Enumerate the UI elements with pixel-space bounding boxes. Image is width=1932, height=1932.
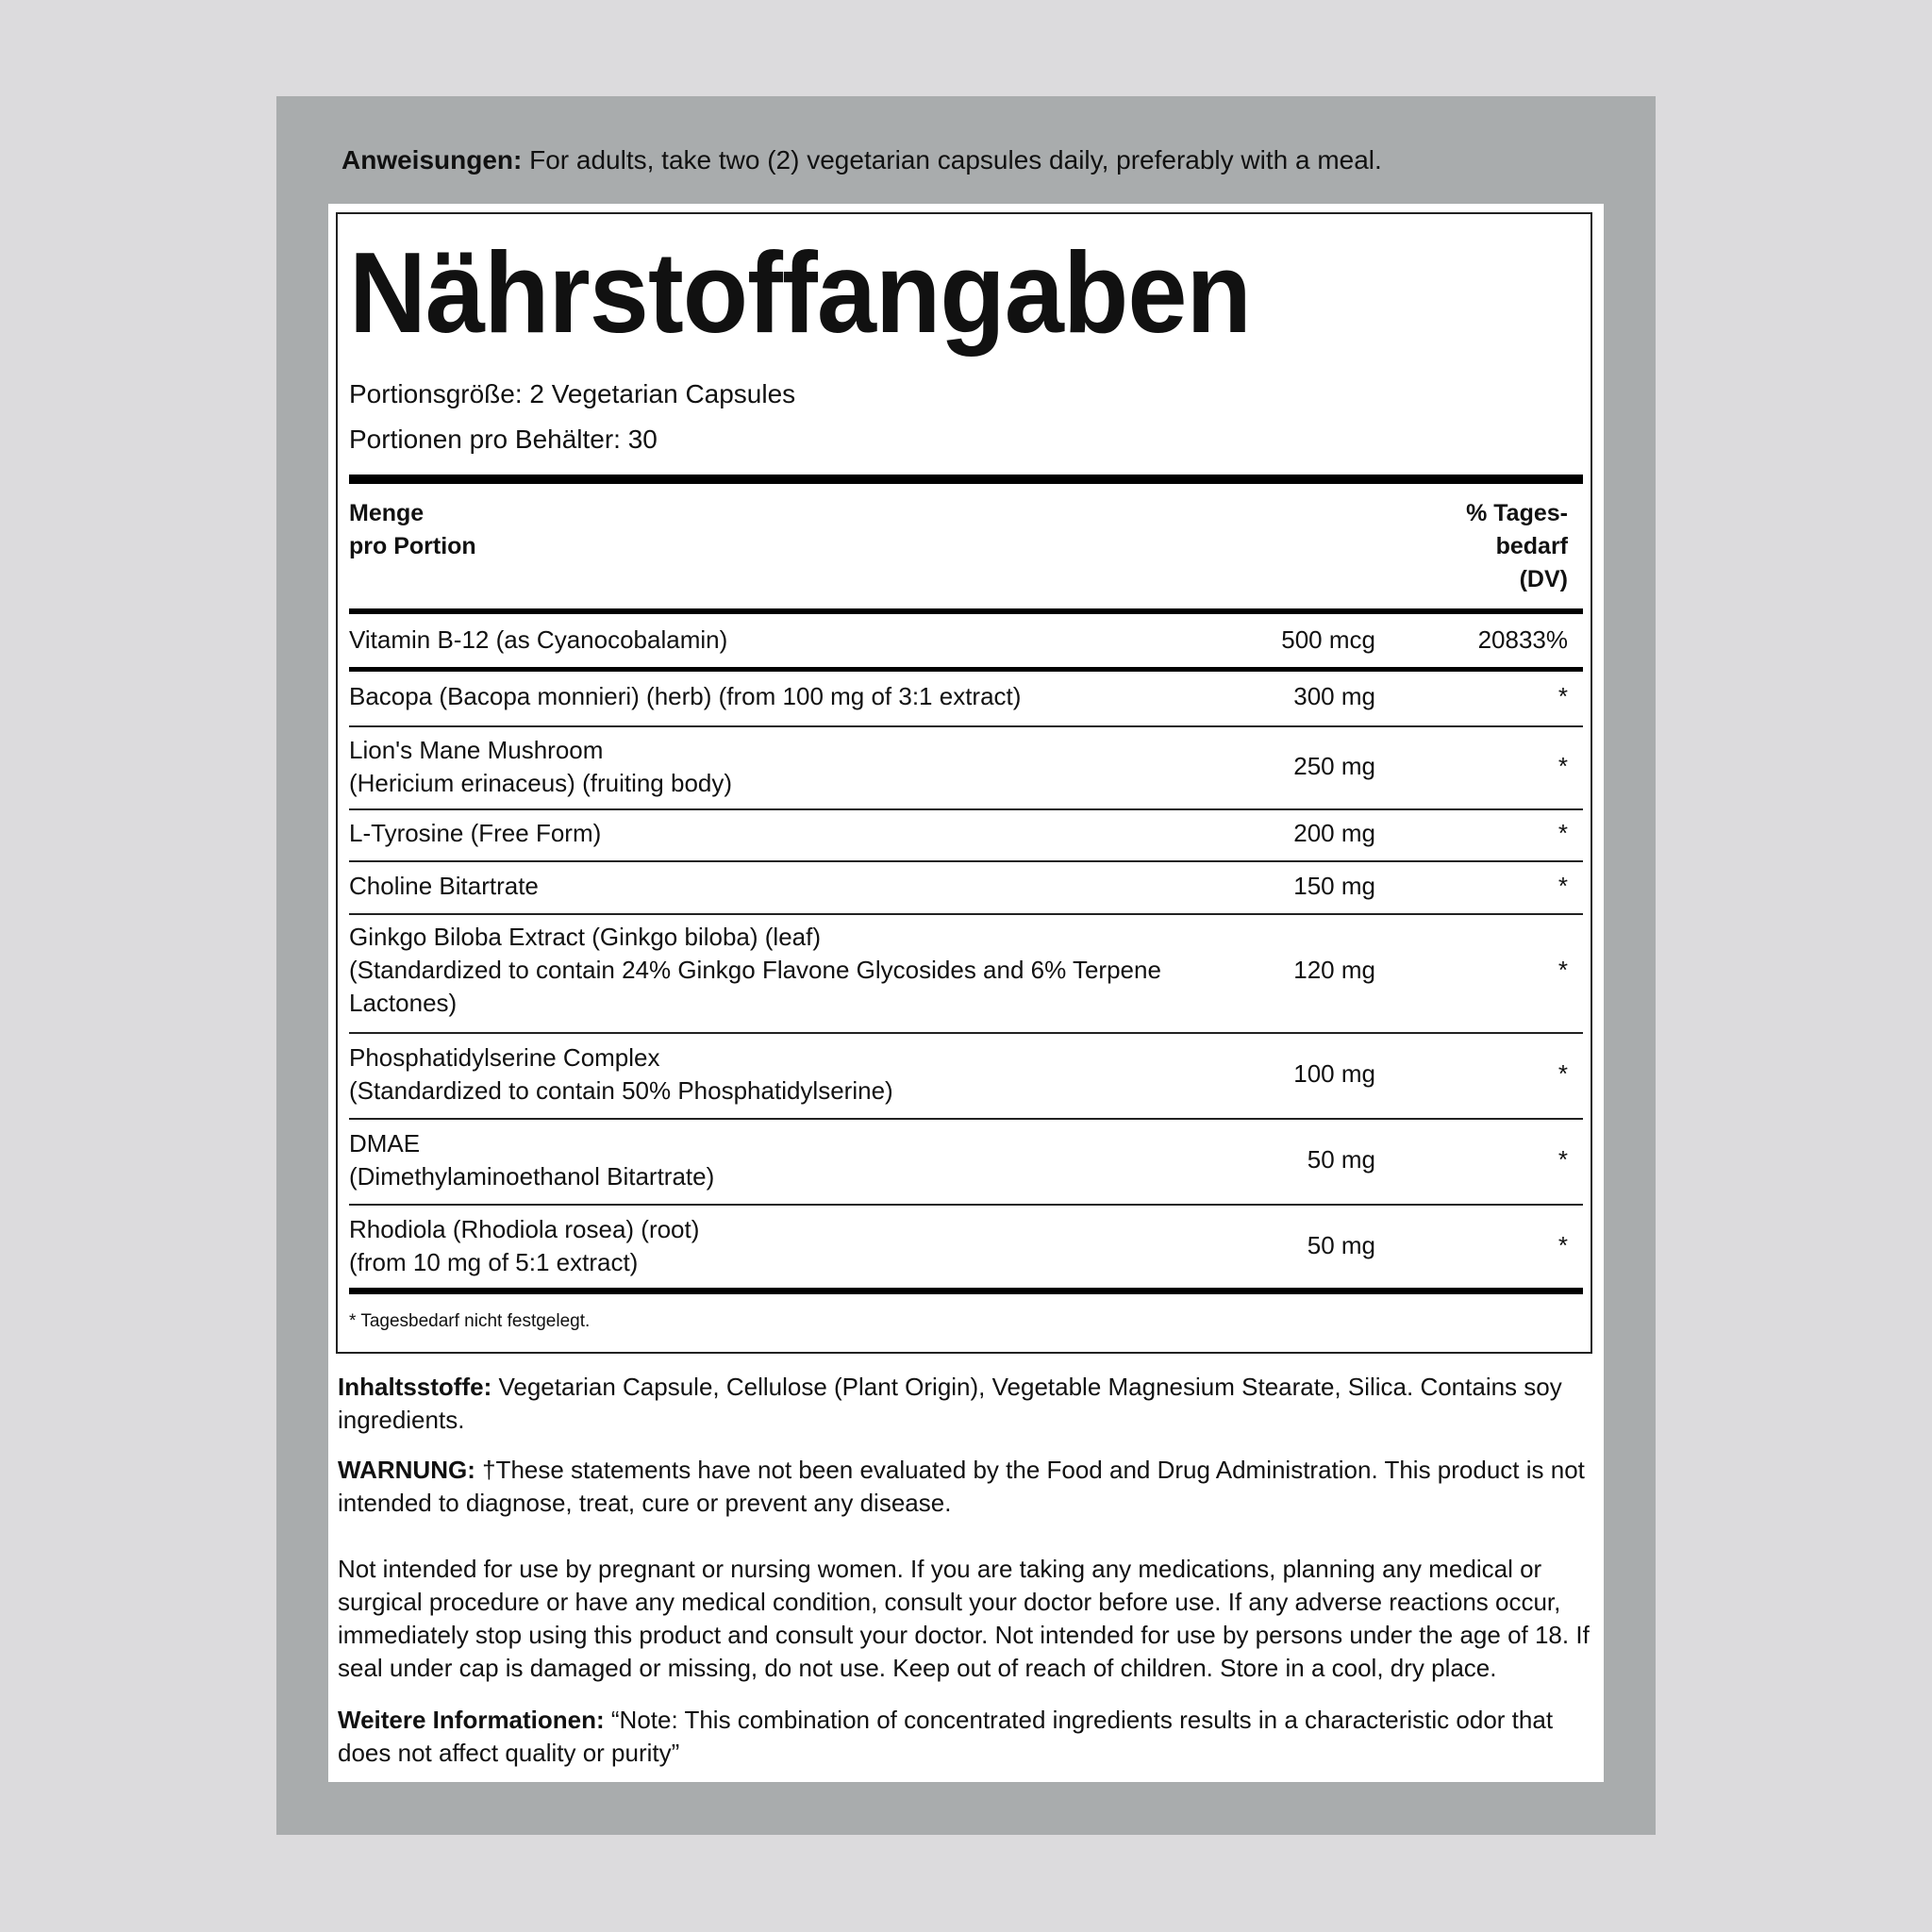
table-row bbox=[349, 672, 1583, 725]
footnote: * Tagesbedarf nicht festgelegt. bbox=[349, 1311, 591, 1331]
ingredient-dv: * bbox=[1557, 956, 1568, 984]
ingredient-name-line1: Phosphatidylserine Complex bbox=[349, 1043, 660, 1072]
ingredient-dv: * bbox=[1557, 819, 1568, 847]
table-row bbox=[349, 1204, 1583, 1288]
ingredient-name-line3: Lactones) bbox=[349, 989, 458, 1017]
header-amount bbox=[349, 497, 476, 563]
warning-label: WARNUNG: bbox=[338, 1456, 475, 1484]
table-row bbox=[349, 913, 1583, 1034]
table-row bbox=[349, 808, 1583, 862]
header-amount-line1: Menge bbox=[349, 500, 425, 526]
ingredient-name: Bacopa (Bacopa monnieri) (herb) (from 100 mg of 3:1 extract) bbox=[349, 682, 1022, 710]
ingredient-name bbox=[349, 1213, 699, 1279]
ingredient-name bbox=[349, 1041, 893, 1108]
ingredient-dv: * bbox=[1557, 872, 1568, 900]
header-dv-line2: bedarf bbox=[1495, 533, 1568, 559]
table-row bbox=[349, 614, 1583, 669]
ingredient-dv: 20833% bbox=[1477, 625, 1568, 654]
ingredient-amount: 50 mg bbox=[1307, 1231, 1375, 1259]
ingredient-name-line2: (Hericium erinaceus) (fruiting body) bbox=[349, 769, 733, 797]
serving-size: Portionsgröße: 2 Vegetarian Capsules bbox=[349, 379, 796, 408]
more-info-label: Weitere Informationen: bbox=[338, 1706, 605, 1734]
more-info bbox=[338, 1704, 1602, 1770]
directions-label: Anweisungen: bbox=[341, 145, 523, 175]
table-row bbox=[349, 860, 1583, 915]
ingredient-name-line2: (Dimethylaminoethanol Bitartrate) bbox=[349, 1162, 715, 1191]
ingredient-name: L-Tyrosine (Free Form) bbox=[349, 819, 602, 847]
ingredient-amount: 120 mg bbox=[1293, 956, 1375, 984]
ingredient-name-line1: Ginkgo Biloba Extract (Ginkgo biloba) (leaf) bbox=[349, 923, 822, 951]
ingredient-name-line1: DMAE bbox=[349, 1129, 421, 1158]
thick-divider bbox=[349, 1288, 1583, 1294]
ingredient-dv: * bbox=[1557, 752, 1568, 780]
warning bbox=[338, 1454, 1602, 1520]
table-row bbox=[349, 1032, 1583, 1120]
warning-text: †These statements have not been evaluated by the Food and Drug Administration. This product is not intended to diagnose, treat, cure or prevent any disease. bbox=[338, 1456, 1585, 1517]
ingredient-amount: 150 mg bbox=[1293, 872, 1375, 900]
table-row bbox=[349, 1118, 1583, 1206]
directions bbox=[341, 145, 1382, 175]
ingredient-name bbox=[349, 1127, 714, 1193]
ingredient-dv: * bbox=[1557, 1145, 1568, 1174]
servings-per-container: Portionen pro Behälter: 30 bbox=[349, 425, 658, 454]
ingredient-dv: * bbox=[1557, 1231, 1568, 1259]
ingredient-amount: 50 mg bbox=[1307, 1145, 1375, 1174]
more-info-text: “Note: This combination of concentrated ingredients results in a characteristic odor that does not affect quality or purity” bbox=[338, 1706, 1554, 1767]
ingredients-label: Inhaltsstoffe: bbox=[338, 1373, 492, 1401]
ingredient-amount: 100 mg bbox=[1293, 1059, 1375, 1088]
ingredient-name-line1: Lion's Mane Mushroom bbox=[349, 736, 604, 764]
ingredient-name-line2: (from 10 mg of 5:1 extract) bbox=[349, 1248, 639, 1276]
ingredient-amount: 500 mcg bbox=[1281, 625, 1375, 654]
thick-divider bbox=[349, 475, 1583, 484]
ingredient-name: Choline Bitartrate bbox=[349, 872, 539, 900]
ingredient-dv: * bbox=[1557, 1059, 1568, 1088]
ingredient-name: Vitamin B-12 (as Cyanocobalamin) bbox=[349, 625, 728, 654]
header-dv-line3: (DV) bbox=[1519, 566, 1568, 592]
ingredient-name bbox=[349, 921, 1161, 1020]
ingredient-amount: 200 mg bbox=[1293, 819, 1375, 847]
facts-title: Nährstoffangaben bbox=[349, 228, 1251, 357]
ingredient-name-line2: (Standardized to contain 24% Ginkgo Flavone Glycosides and 6% Terpene bbox=[349, 956, 1161, 984]
ingredient-amount: 250 mg bbox=[1293, 752, 1375, 780]
header-amount-line2: pro Portion bbox=[349, 533, 476, 559]
ingredient-amount: 300 mg bbox=[1293, 682, 1375, 710]
ingredient-dv: * bbox=[1557, 682, 1568, 710]
ingredients bbox=[338, 1371, 1602, 1437]
ingredient-name-line2: (Standardized to contain 50% Phosphatidylserine) bbox=[349, 1076, 893, 1105]
table-row bbox=[349, 725, 1583, 810]
ingredient-name bbox=[349, 734, 732, 800]
header-dv bbox=[1466, 497, 1568, 596]
header-dv-line1: % Tages- bbox=[1466, 500, 1568, 526]
directions-text: For adults, take two (2) vegetarian capsules daily, preferably with a meal. bbox=[522, 145, 1382, 175]
caution-text: Not intended for use by pregnant or nursing women. If you are taking any medications, planning any medical or surgical procedure or have any medical condition, consult your doctor before use. If any adverse reactions occur, immediately stop using this product and consult your doctor. Not intended for use by persons under the age of 18. If seal under cap is damaged or missing, do not use. Keep out of reach of children. Store in a cool, dry place. bbox=[338, 1555, 1590, 1682]
ingredient-name-line1: Rhodiola (Rhodiola rosea) (root) bbox=[349, 1215, 700, 1243]
ingredients-text: Vegetarian Capsule, Cellulose (Plant Origin), Vegetable Magnesium Stearate, Silica. Contains soy ingredients. bbox=[338, 1373, 1562, 1434]
supplement-facts-box bbox=[336, 212, 1592, 1354]
